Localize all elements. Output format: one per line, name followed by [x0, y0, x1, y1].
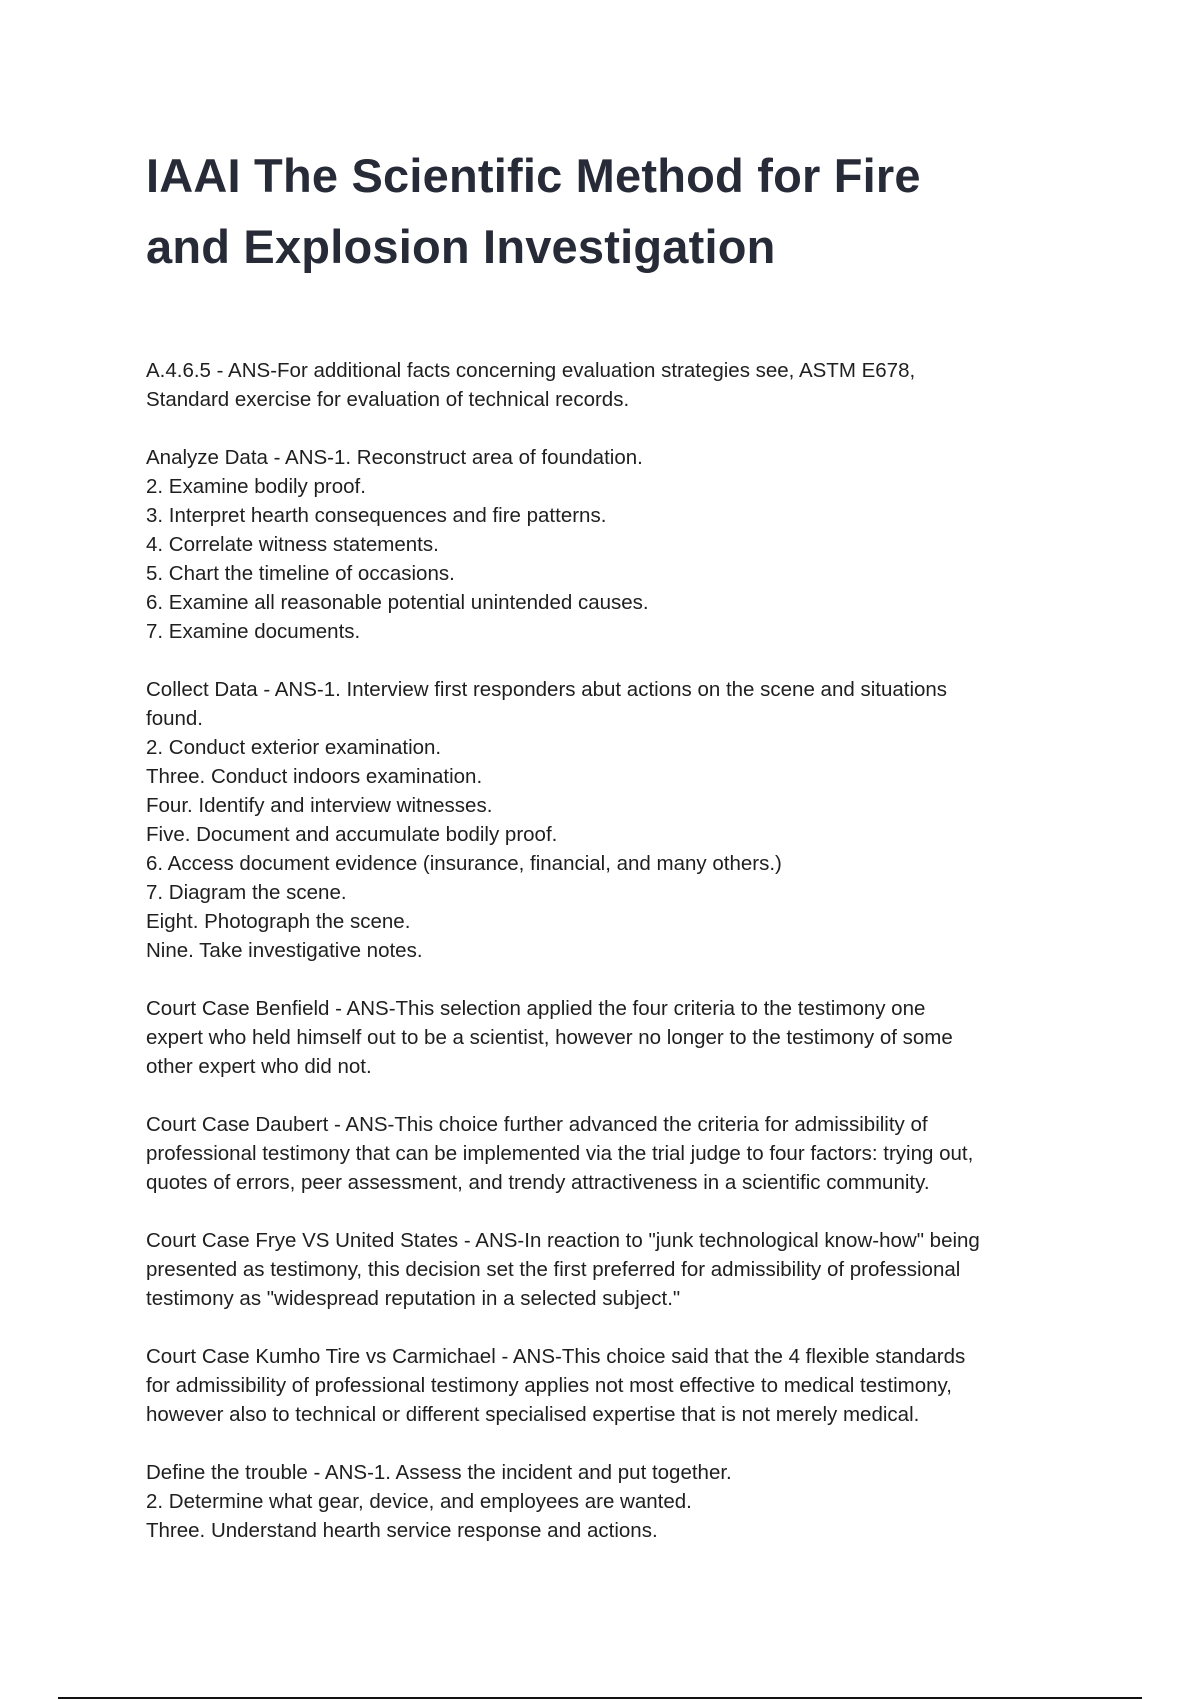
qa-entry [146, 1458, 1076, 1545]
entry-line: found. [146, 707, 203, 730]
entry-line: Three. Understand hearth service response and actions. [146, 1519, 658, 1542]
entry-line: 6. Examine all reasonable potential unintended causes. [146, 591, 649, 614]
entry-line: Eight. Photograph the scene. [146, 910, 411, 933]
entry-line: Court Case Kumho Tire vs Carmichael - ANS-This choice said that the 4 flexible standards [146, 1345, 966, 1368]
entry-line: Define the trouble - ANS-1. Assess the incident and put together. [146, 1461, 732, 1484]
entry-line: 4. Correlate witness statements. [146, 533, 439, 556]
entry-line: expert who held himself out to be a scientist, however no longer to the testimony of some [146, 1026, 953, 1049]
entry-line: Court Case Daubert - ANS-This choice further advanced the criteria for admissibility of [146, 1113, 928, 1136]
page-bottom-divider [58, 1697, 1142, 1699]
entry-line: Collect Data - ANS-1. Interview first responders abut actions on the scene and situations [146, 678, 948, 701]
entry-line: 3. Interpret hearth consequences and fire patterns. [146, 504, 607, 527]
document-title [146, 140, 1076, 282]
title-line: IAAI The Scientific Method for Fire [146, 149, 921, 202]
qa-entry [146, 1226, 1076, 1313]
entry-line: 5. Chart the timeline of occasions. [146, 562, 455, 585]
entry-line: other expert who did not. [146, 1055, 372, 1078]
entry-line: however also to technical or different specialised expertise that is not merely medical. [146, 1403, 920, 1426]
qa-entry [146, 1110, 1076, 1197]
entry-line: professional testimony that can be implemented via the trial judge to four factors: trying out, [146, 1142, 974, 1165]
qa-entry [146, 994, 1076, 1081]
entry-line: Standard exercise for evaluation of technical records. [146, 388, 630, 411]
entry-line: presented as testimony, this decision set the first preferred for admissibility of professional [146, 1258, 961, 1281]
qa-entries [146, 356, 1076, 1545]
title-line: and Explosion Investigation [146, 220, 776, 273]
entry-line: Four. Identify and interview witnesses. [146, 794, 493, 817]
qa-entry [146, 1342, 1076, 1429]
entry-line: Five. Document and accumulate bodily proof. [146, 823, 558, 846]
entry-line: 2. Conduct exterior examination. [146, 736, 442, 759]
entry-line: 2. Determine what gear, device, and employees are wanted. [146, 1490, 692, 1513]
entry-line: Analyze Data - ANS-1. Reconstruct area of foundation. [146, 446, 643, 469]
entry-line: Court Case Benfield - ANS-This selection applied the four criteria to the testimony one [146, 997, 926, 1020]
entry-line: A.4.6.5 - ANS-For additional facts concerning evaluation strategies see, ASTM E678, [146, 359, 916, 382]
entry-line: Three. Conduct indoors examination. [146, 765, 483, 788]
entry-line: for admissibility of professional testimony applies not most effective to medical testimony, [146, 1374, 952, 1397]
entry-line: 7. Diagram the scene. [146, 881, 347, 904]
entry-line: 2. Examine bodily proof. [146, 475, 366, 498]
entry-line: Court Case Frye VS United States - ANS-In reaction to "junk technological know-how" being [146, 1229, 980, 1252]
qa-entry [146, 356, 1076, 414]
entry-line: 7. Examine documents. [146, 620, 361, 643]
entry-line: Nine. Take investigative notes. [146, 939, 423, 962]
entry-line: 6. Access document evidence (insurance, financial, and many others.) [146, 852, 782, 875]
document-page [146, 140, 1076, 1574]
qa-entry [146, 443, 1076, 646]
qa-entry [146, 675, 1076, 965]
entry-line: quotes of errors, peer assessment, and trendy attractiveness in a scientific community. [146, 1171, 930, 1194]
entry-line: testimony as "widespread reputation in a selected subject." [146, 1287, 681, 1310]
